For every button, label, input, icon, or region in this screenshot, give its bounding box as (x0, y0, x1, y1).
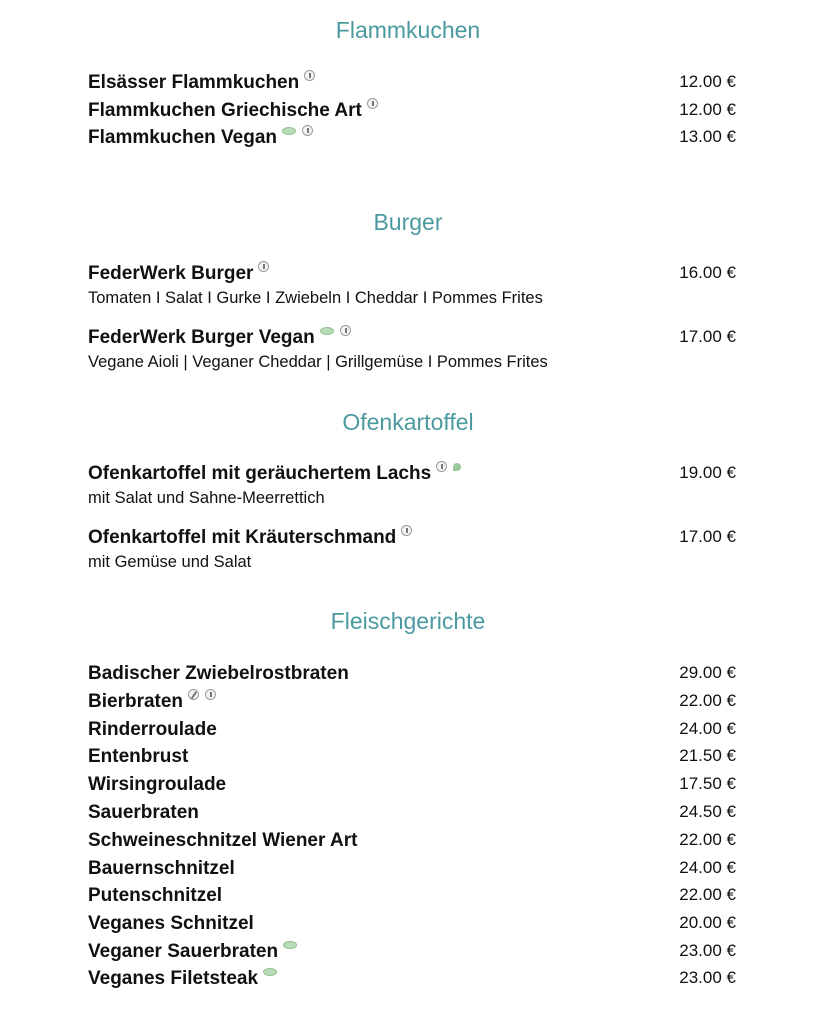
info-icon[interactable] (205, 689, 216, 700)
info-icon[interactable] (340, 325, 351, 336)
vegan-leaf-icon[interactable] (263, 968, 277, 976)
info-icon[interactable] (302, 125, 313, 136)
dish-name: FederWerk Burger Vegan (88, 327, 315, 348)
dish-price: 22.00 € (679, 691, 736, 710)
menu-item (88, 719, 736, 741)
dish-price: 22.00 € (679, 830, 736, 849)
dish-price: 19.00 € (679, 463, 736, 482)
menu-item (88, 663, 736, 685)
dish-name: Rinderroulade (88, 719, 217, 740)
dish-name: Flammkuchen Griechische Art (88, 100, 362, 121)
menu-item (88, 327, 736, 372)
dish-price: 17.00 € (679, 327, 736, 346)
dish-name: FederWerk Burger (88, 263, 254, 284)
dish-name: Bierbraten (88, 691, 184, 712)
menu-item (88, 968, 736, 990)
menu-item (88, 463, 736, 508)
menu-item (88, 774, 736, 796)
dish-price: 22.00 € (679, 885, 736, 904)
menu-item (88, 746, 736, 768)
menu-item (88, 127, 736, 149)
info-icon[interactable] (304, 70, 315, 81)
dish-description: Tomaten I Salat I Gurke I Zwiebeln I Cheddar I Pommes Frites (88, 289, 543, 307)
alcohol-icon[interactable] (188, 689, 199, 700)
dish-price: 12.00 € (679, 72, 736, 91)
dish-price: 24.00 € (679, 719, 736, 738)
dish-name: Wirsingroulade (88, 774, 227, 795)
menu-item (88, 100, 736, 122)
vegan-leaf-icon[interactable] (282, 127, 296, 135)
dish-name: Veganes Schnitzel (88, 913, 254, 934)
info-icon[interactable] (401, 525, 412, 536)
dish-name: Flammkuchen Vegan (88, 127, 278, 148)
dish-name: Veganer Sauerbraten (88, 941, 279, 962)
menu-item (88, 858, 736, 880)
dish-price: 23.00 € (679, 968, 736, 987)
dish-price: 17.50 € (679, 774, 736, 793)
menu-item (88, 72, 736, 94)
section-title-flammkuchen: Flammkuchen (335, 17, 481, 43)
dish-price: 21.50 € (679, 746, 736, 765)
dish-price: 17.00 € (679, 527, 736, 546)
dish-price: 24.50 € (679, 802, 736, 821)
dish-price: 16.00 € (679, 263, 736, 282)
info-icon[interactable] (258, 261, 269, 272)
menu-item (88, 802, 736, 824)
section-title-burger: Burger (373, 209, 443, 235)
menu-item (88, 913, 736, 935)
dish-name: Veganes Filetsteak (88, 968, 259, 989)
dish-name: Schweineschnitzel Wiener Art (88, 830, 358, 851)
dish-name: Badischer Zwiebelrostbraten (88, 663, 349, 684)
info-icon[interactable] (436, 461, 447, 472)
dish-name: Ofenkartoffel mit Kräuterschmand (88, 527, 397, 548)
dish-name: Bauernschnitzel (88, 858, 235, 879)
fish-icon[interactable] (453, 463, 461, 471)
dish-price: 12.00 € (679, 100, 736, 119)
dish-price: 20.00 € (679, 913, 736, 932)
dish-price: 23.00 € (679, 941, 736, 960)
dish-price: 29.00 € (679, 663, 736, 682)
dish-name: Putenschnitzel (88, 885, 223, 906)
dish-price: 24.00 € (679, 858, 736, 877)
menu-item (88, 830, 736, 852)
menu-item (88, 691, 736, 713)
menu-item (88, 941, 736, 963)
section-title-ofenkartoffel: Ofenkartoffel (342, 409, 474, 435)
dish-name: Elsässer Flammkuchen (88, 72, 300, 93)
dish-name: Entenbrust (88, 746, 189, 767)
vegan-leaf-icon[interactable] (283, 941, 297, 949)
section-title-fleischgerichte: Fleischgerichte (330, 608, 486, 634)
dish-description: Vegane Aioli | Veganer Cheddar | Grillgemüse I Pommes Frites (88, 353, 548, 371)
menu-item (88, 527, 736, 572)
dish-description: mit Salat und Sahne-Meerrettich (88, 489, 325, 507)
menu-item (88, 885, 736, 907)
info-icon[interactable] (367, 98, 378, 109)
dish-name: Ofenkartoffel mit geräuchertem Lachs (88, 463, 432, 484)
vegan-leaf-icon[interactable] (320, 327, 334, 335)
dish-price: 13.00 € (679, 127, 736, 146)
dish-name: Sauerbraten (88, 802, 199, 823)
dish-description: mit Gemüse und Salat (88, 553, 252, 571)
menu-item (88, 263, 736, 308)
